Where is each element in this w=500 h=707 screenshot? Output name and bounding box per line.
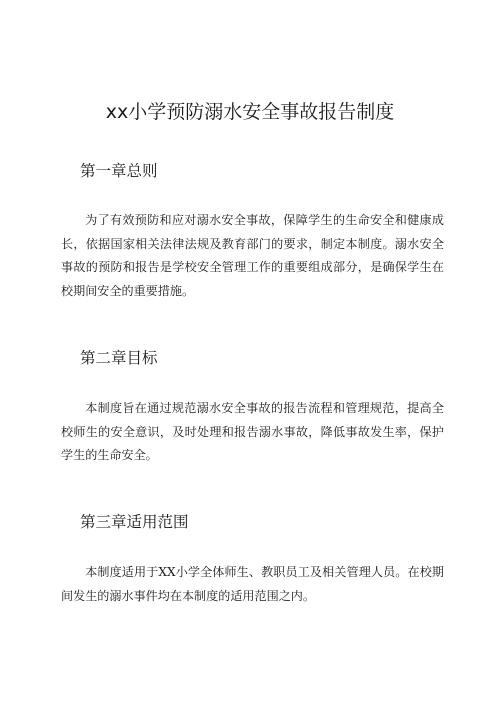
document-title: xx小学预防溺水安全事故报告制度	[105, 101, 395, 123]
chapter-3-paragraph: 本制度适用于XX小学全体师生、教职员工及相关管理人员。在校期间发生的溺水事件均在本制度的适用范围之内。	[61, 565, 444, 603]
chapter-2-heading: 第二章目标	[80, 349, 158, 367]
chapter-3-heading: 第三章适用范围	[80, 513, 189, 531]
chapter-1-heading: 第一章总则	[80, 162, 158, 180]
chapter-2-paragraph: 本制度旨在通过规范溺水安全事故的报告流程和管理规范，提高全校师生的安全意识，及时处理和报告溺水事故，降低事故发生率，保护学生的生命安全。	[61, 401, 444, 462]
chapter-1-paragraph: 为了有效预防和应对溺水安全事故，保障学生的生命安全和健康成长，依据国家相关法律法规及教育部门的要求，制定本制度。溺水安全事故的预防和报告是学校安全管理工作的重要组成部分，是确保学生在校期间安全的重要措施。	[61, 213, 444, 298]
